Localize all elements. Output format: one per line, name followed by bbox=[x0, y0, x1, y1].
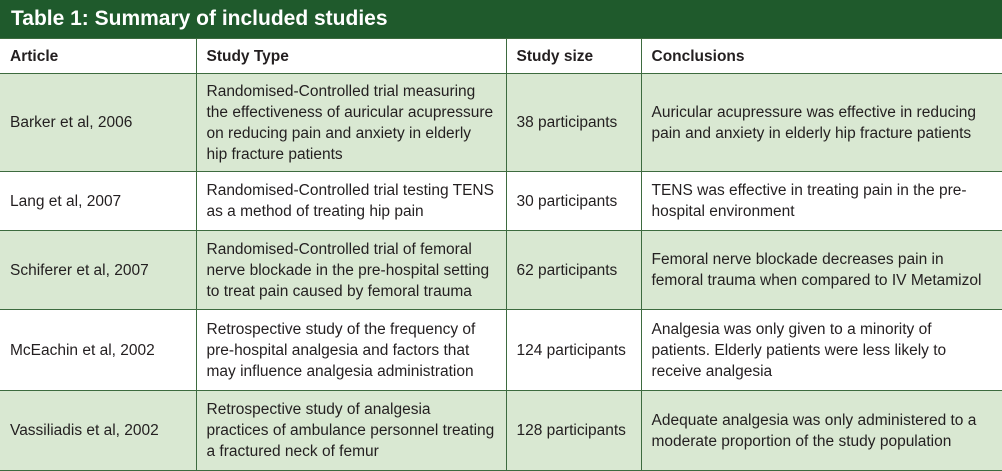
cell-study-size: 30 participants bbox=[506, 172, 641, 231]
table-row bbox=[0, 74, 1002, 172]
cell-study-type: Randomised-Controlled trial testing TENS as a method of treating hip pain bbox=[196, 172, 506, 231]
cell-study-size: 128 participants bbox=[506, 391, 641, 471]
cell-study-type: Randomised-Controlled trial of femoral nerve blockade in the pre-hospital setting to treat pain caused by femoral trauma bbox=[196, 231, 506, 310]
column-header-article: Article bbox=[0, 39, 196, 74]
cell-conclusions: Auricular acupressure was effective in reducing pain and anxiety in elderly hip fracture patients bbox=[641, 74, 1002, 172]
cell-study-size: 38 participants bbox=[506, 74, 641, 172]
cell-article: Vassiliadis et al, 2002 bbox=[0, 391, 196, 471]
table-title: Table 1: Summary of included studies bbox=[0, 0, 1002, 38]
cell-article: Barker et al, 2006 bbox=[0, 74, 196, 172]
table-row bbox=[0, 172, 1002, 231]
cell-conclusions: Adequate analgesia was only administered to a moderate proportion of the study population bbox=[641, 391, 1002, 471]
column-header-study-size: Study size bbox=[506, 39, 641, 74]
column-header-study-type: Study Type bbox=[196, 39, 506, 74]
cell-article: Schiferer et al, 2007 bbox=[0, 231, 196, 310]
cell-study-size: 62 participants bbox=[506, 231, 641, 310]
table-row bbox=[0, 310, 1002, 391]
header-row bbox=[0, 39, 1002, 74]
table-row bbox=[0, 391, 1002, 471]
cell-conclusions: Analgesia was only given to a minority of patients. Elderly patients were less likely to receive analgesia bbox=[641, 310, 1002, 391]
cell-study-type: Retrospective study of analgesia practices of ambulance personnel treating a fractured neck of femur bbox=[196, 391, 506, 471]
cell-study-size: 124 participants bbox=[506, 310, 641, 391]
studies-table bbox=[0, 38, 1002, 471]
cell-study-type: Randomised-Controlled trial measuring the effectiveness of auricular acupressure on reducing pain and anxiety in elderly hip fracture patients bbox=[196, 74, 506, 172]
cell-conclusions: TENS was effective in treating pain in the pre-hospital environment bbox=[641, 172, 1002, 231]
cell-article: McEachin et al, 2002 bbox=[0, 310, 196, 391]
table-row bbox=[0, 231, 1002, 310]
cell-conclusions: Femoral nerve blockade decreases pain in femoral trauma when compared to IV Metamizol bbox=[641, 231, 1002, 310]
column-header-conclusions: Conclusions bbox=[641, 39, 1002, 74]
cell-study-type: Retrospective study of the frequency of pre-hospital analgesia and factors that may influence analgesia administration bbox=[196, 310, 506, 391]
cell-article: Lang et al, 2007 bbox=[0, 172, 196, 231]
